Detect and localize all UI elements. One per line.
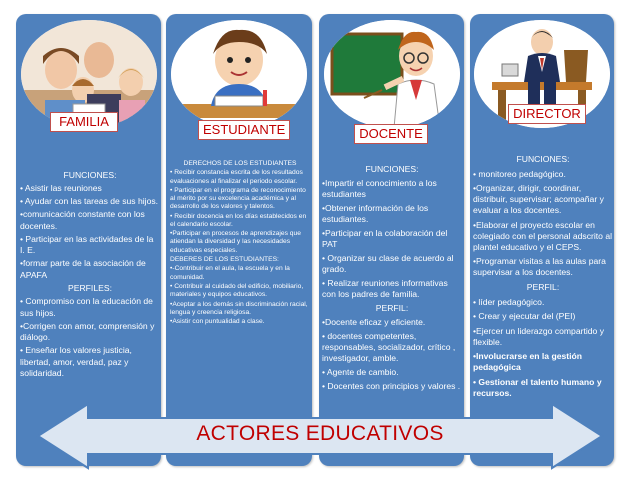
docente-funcion-item: •Participar en la colaboración del PAT: [322, 228, 448, 249]
director-perfil-item: • líder pedagógico.: [473, 296, 545, 307]
docente-perfil-item: • docentes competentes, responsables, socializador, crítico , investigador, amble.: [322, 331, 456, 363]
director-perfil-heading: PERFIL:: [526, 281, 560, 292]
director-funcion-item: •Organizar, dirigir, coordinar, distribuir, supervisar; acompañar y evaluar a los docentes.: [473, 183, 604, 216]
director-funcion-item: •Programar visitas a las aulas para supervisar a los docentes.: [473, 256, 606, 278]
familia-perfil-item: • Enseñar los valores justicia, libertad, amor, verdad, paz y solidaridad.: [20, 345, 132, 379]
director-text: [473, 154, 613, 403]
estudiante-derechos-heading: DERECHOS DE LOS ESTUDIANTES: [183, 160, 297, 167]
estudiante-deberes-heading: DEBERES DE LOS ESTUDIANTES:: [170, 255, 279, 263]
teacher-illustration: [324, 20, 460, 128]
estudiante-photo-circle: [171, 20, 307, 128]
familia-perfil-item: • Compromiso con la educación de sus hijos.: [20, 296, 153, 318]
docente-funcion-item: •Obtener información de los estudiantes.: [322, 203, 429, 224]
familia-funcion-item: •comunicación constante con los docentes.: [20, 209, 145, 231]
estudiante-deber-item: •-Contribuir en el aula, la escuela y en la comunidad.: [170, 265, 290, 281]
director-funcion-item: • monitoreo pedagógico.: [473, 168, 566, 179]
estudiante-label: ESTUDIANTE: [198, 120, 290, 140]
familia-text: [20, 170, 160, 381]
director-perfil-item: •Ejercer un liderazgo compartido y flexible.: [473, 325, 605, 347]
estudiante-deber-item: •Asistir con puntualidad a clase.: [170, 318, 265, 326]
familia-perfil-item: •Corrigen con amor, comprensión y diálogo.: [20, 320, 155, 343]
director-funciones-heading: FUNCIONES:: [516, 154, 570, 164]
student-illustration: [171, 20, 307, 128]
director-perfil-item: •Involucrarse en la gestión pedagógica: [473, 351, 583, 373]
estudiante-derecho-item: •Participar en procesos de aprendizajes que atiendan la diversidad y las necesidades educativas especiales.: [170, 230, 301, 254]
page-title: ACTORES EDUCATIVOS: [196, 422, 444, 445]
director-label: DIRECTOR: [508, 104, 586, 124]
docente-perfil-item: • Agente de cambio.: [322, 367, 399, 377]
familia-perfiles-heading: PERFILES:: [68, 283, 112, 294]
familia-label: FAMILIA: [50, 112, 118, 132]
familia-funcion-item: • Ayudar con las tareas de sus hijos.: [20, 196, 159, 207]
estudiante-deber-item: • Contribuir al cuidado del edificio, mobiliario, materiales y equipos educativos.: [170, 283, 304, 299]
familia-funcion-item: • Asistir las reuniones: [20, 183, 102, 194]
director-perfil-item: • Crear y ejecutar del (PEI): [473, 311, 576, 322]
director-perfil-item: • Gestionar el talento humano y recursos.: [473, 376, 602, 398]
estudiante-derecho-item: • Participar en el programa de reconocimiento al mérito por su excelencia académica y al desarrollo de los valores y talentos.: [170, 187, 306, 211]
estudiante-derecho-item: • Recibir docencia en los días establecidos en el calendario escolar.: [170, 212, 307, 228]
familia-funcion-item: • Participar en las actividades de la I. E.: [20, 233, 154, 256]
docente-label: DOCENTE: [354, 124, 428, 144]
director-funcion-item: •Elaborar el proyecto escolar en colegiado con el personal adscrito al plantel educativo y el CEPS.: [473, 219, 613, 252]
docente-funcion-item: •Impartir el conocimiento a los estudiantes: [322, 178, 437, 199]
docente-funcion-item: • Realizar reuniones informativas con los padres de familia.: [322, 278, 448, 299]
familia-funcion-item: •formar parte de la asociación de APAFA: [20, 258, 146, 280]
docente-text: [322, 164, 462, 395]
docente-funciones-heading: FUNCIONES:: [365, 164, 419, 174]
familia-funciones-heading: FUNCIONES:: [63, 170, 117, 180]
estudiante-deber-item: •Aceptar a los demás sin discriminación racial, lengua y creencia religiosa.: [170, 300, 308, 316]
docente-perfil-item: • Docentes con principios y valores .: [322, 381, 461, 391]
estudiante-derecho-item: • Recibir constancia escrita de los resultados evaluaciones al finalizar el periodo escolar.: [170, 169, 303, 185]
docente-photo-circle: [324, 20, 460, 128]
docente-perfil-item: •Docente eficaz y eficiente.: [322, 317, 426, 327]
estudiante-text: [170, 160, 310, 328]
docente-funcion-item: • Organizar su clase de acuerdo al grado.: [322, 253, 454, 274]
docente-perfil-heading: PERFIL:: [375, 303, 409, 313]
